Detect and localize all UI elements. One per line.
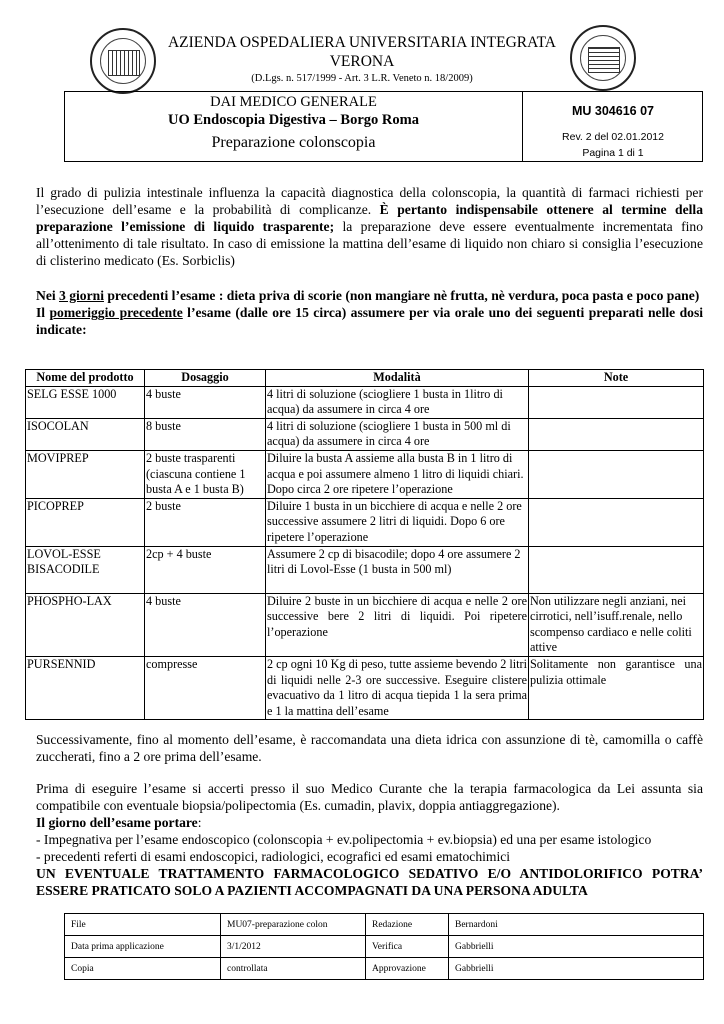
table-row	[26, 546, 704, 593]
diet-line2-b: l’esame (dalle ore 15 circa) assumere per via orale uno dei seguenti preparati nelle dosi indicate:	[36, 305, 704, 337]
intro-text-1: Il grado di pulizia intestinale influenza la capacità diagnostica della colonscopia, la quantità di farmaci richiesti per l’esecuzione dell’esame e la probabilità di complicanze.	[36, 185, 703, 217]
header-dosage: Dosaggio	[145, 370, 266, 387]
sedation-warning: UN EVENTUALE TRATTAMENTO FARMACOLOGICO SEDATIVO E/O ANTIDOLORIFICO POTRA’ ESSERE PRATICATO SOLO A PAZIENTI ACCOMPAGNATI DA UNA PERSONA ADULTA	[36, 866, 703, 898]
cell-method: Assumere 2 cp di bisacodile; dopo 4 ore assumere 2 litri di Lovol-Esse (1 busta in 500 ml)	[266, 546, 529, 593]
bring-item-2: - precedenti referti di esami endoscopici, radiologici, ecografici ed esami ematochimici	[36, 849, 511, 864]
footer-row	[65, 936, 704, 958]
intro-paragraph	[36, 184, 703, 269]
footer-value: Bernardoni	[449, 914, 704, 936]
cell-product: PHOSPHO-LAX	[26, 593, 145, 656]
legal-reference: (D.Lgs. n. 517/1999 - Art. 3 L.R. Veneto n. 18/2009)	[251, 73, 473, 84]
cell-product: PICOPREP	[26, 498, 145, 546]
cell-method: 4 litri di soluzione (sciogliere 1 busta in 1litro di acqua) da assumere in circa 4 ore	[266, 386, 529, 418]
header-method: Modalità	[266, 370, 529, 387]
intro-bold: È pertanto indispensabile ottenere al termine della preparazione l’emissione di liquido trasparente;	[36, 202, 703, 234]
document-title: Preparazione colonscopia	[211, 134, 376, 151]
diet-line1-b: precedenti l’esame : dieta priva di scorie (non mangiare nè frutta, nè verdura, poca pasta e poco pane)	[103, 288, 700, 303]
footer-label: File	[65, 914, 221, 936]
header-notes: Note	[529, 370, 704, 387]
footer-value: MU07-preparazione colon	[221, 914, 366, 936]
bring-item-1: - Impegnativa per l’esame endoscopico (colonscopia + ev.polipectomia + ev.biopsia) ed una per esame istologico	[36, 832, 652, 847]
table-row	[26, 386, 704, 418]
cell-notes	[529, 498, 704, 546]
diet-afternoon: pomeriggio precedente	[49, 305, 183, 320]
document-code: MU 304616 07	[571, 104, 654, 118]
cell-notes	[529, 418, 704, 450]
bring-title: Il giorno dell’esame portare	[36, 815, 198, 830]
cell-dosage: 2 buste trasparenti (ciascuna contiene 1 busta A e 1 busta B)	[145, 450, 266, 498]
cell-product: SELG ESSE 1000	[26, 386, 145, 418]
footer-label: Redazione	[366, 914, 449, 936]
intro-text-2: la preparazione deve essere eventualmente incrementata fino all’ottenimento di tale risultato. In caso di emissione la mattina dell’esame di liquido non chiaro si consiglia l’esecuzione di clisterino medicato (Es. Sorbiclis)	[36, 219, 703, 268]
cell-product: PURSENNID	[26, 656, 145, 719]
table-header-row	[26, 370, 704, 387]
diet-line2-a: Il	[36, 305, 50, 320]
cell-product: LOVOL-ESSE BISACODILE	[26, 546, 145, 593]
hydric-diet-paragraph: Successivamente, fino al momento dell’esame, è raccomandata una dieta idrica con assunzione di tè, camomilla o caffè zuccherati, fino a 2 ore prima dell’esame.	[36, 732, 703, 764]
header-product: Nome del prodotto	[26, 370, 145, 387]
footer-label: Verifica	[366, 936, 449, 958]
cell-method: 4 litri di soluzione (sciogliere 1 busta in 500 ml di acqua) da assumere in circa 4 ore	[266, 418, 529, 450]
document-info-box	[64, 91, 703, 162]
table-row	[26, 593, 704, 656]
footer-value: 3/1/2012	[221, 936, 366, 958]
cell-method: Diluire la busta A assieme alla busta B in 1 litro di acqua e poi assumere almeno 1 litro di liquidi chiari. Dopo circa 2 ore ripetere l’operazione	[266, 450, 529, 498]
cell-notes	[529, 386, 704, 418]
medication-check-text: Prima di eseguire l’esame si accerti presso il suo Medico Curante che la terapia farmacologica da Lei assunta sia compatibile con eventuale biopsia/polipectomia (Es. cumadin, plavix, doppia antiaggregazione).	[36, 781, 703, 813]
cell-product: ISOCOLAN	[26, 418, 145, 450]
diet-3-days: 3 giorni	[59, 288, 104, 303]
cell-dosage: compresse	[145, 656, 266, 719]
cell-notes: Solitamente non garantisce una pulizia ottimale	[529, 656, 704, 719]
cell-dosage: 2cp + 4 buste	[145, 546, 266, 593]
document-control-table	[64, 913, 704, 980]
footer-row	[65, 958, 704, 980]
page-number: Pagina 1 di 1	[582, 147, 644, 159]
org-city: VERONA	[329, 53, 395, 70]
cell-method: 2 cp ogni 10 Kg di peso, tutte assieme bevendo 2 litri di liquidi nelle 2-3 ore successive. Eseguire clistere evacuativo da 1 litro di acqua tiepida 1 la sera prima e 1 la mattina dell’esame	[266, 656, 529, 719]
cell-notes	[529, 450, 704, 498]
cell-notes	[529, 546, 704, 593]
diet-line1-a: Nei	[36, 288, 60, 303]
cell-method: Diluire 2 buste in un bicchiere di acqua e nelle 2 ore successive bere 2 litri di liquidi. Poi ripetere l’operazione	[266, 593, 529, 656]
cell-dosage: 2 buste	[145, 498, 266, 546]
footer-label: Approvazione	[366, 958, 449, 980]
cell-dosage: 8 buste	[145, 418, 266, 450]
footer-value: Gabbrielli	[449, 936, 704, 958]
unit-name: UO Endoscopia Digestiva – Borgo Roma	[168, 112, 419, 128]
footer-label: Data prima applicazione	[65, 936, 221, 958]
cell-notes: Non utilizzare negli anziani, nei cirrotici, nell’isuff.renale, nello scompenso cardiaco e nelle coliti attive	[529, 593, 704, 656]
department: DAI MEDICO GENERALE	[210, 94, 377, 110]
footer-value: controllata	[221, 958, 366, 980]
org-name: AZIENDA OSPEDALIERA UNIVERSITARIA INTEGRATA	[167, 34, 556, 51]
revision: Rev. 2 del 02.01.2012	[562, 131, 664, 143]
cell-dosage: 4 buste	[145, 386, 266, 418]
medication-check-paragraph	[36, 780, 703, 899]
diet-instructions	[36, 287, 703, 338]
footer-label: Copia	[65, 958, 221, 980]
footer-row	[65, 914, 704, 936]
table-row	[26, 450, 704, 498]
cell-dosage: 4 buste	[145, 593, 266, 656]
bring-colon: :	[197, 815, 202, 830]
preparations-table	[25, 369, 704, 720]
cell-method: Diluire 1 busta in un bicchiere di acqua e nelle 2 ore successive assumere 2 litri di liquidi. Dopo 6 ore ripetere l’operazione	[266, 498, 529, 546]
cell-product: MOVIPREP	[26, 450, 145, 498]
footer-value: Gabbrielli	[449, 958, 704, 980]
table-row	[26, 656, 704, 719]
table-row	[26, 418, 704, 450]
table-row	[26, 498, 704, 546]
